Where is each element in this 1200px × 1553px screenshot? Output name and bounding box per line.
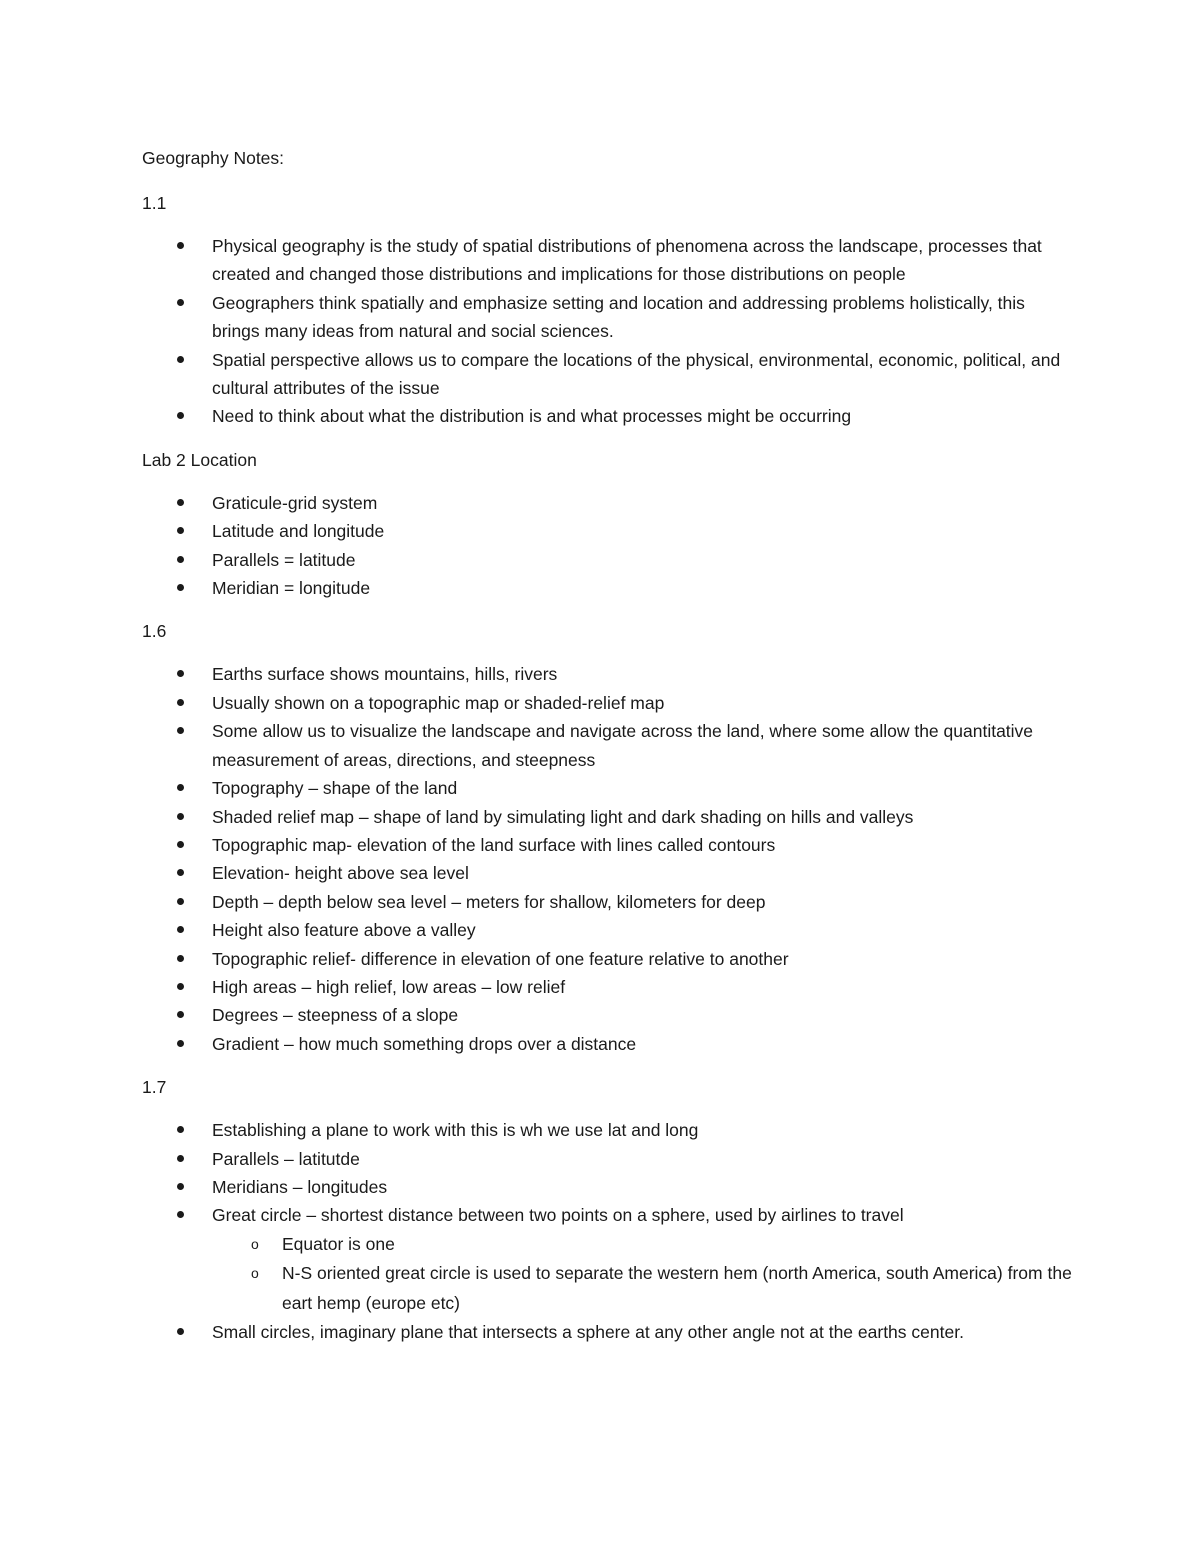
bullet-item: Height also feature above a valley (142, 916, 1072, 944)
sub-bullet-list (212, 1230, 1072, 1319)
bullet-item: Degrees – steepness of a slope (142, 1001, 1072, 1029)
document-body (142, 144, 1072, 1362)
bullet-item: Meridians – longitudes (142, 1173, 1072, 1201)
bullet-item: Parallels – latitutde (142, 1145, 1072, 1173)
bullet-item: Shaded relief map – shape of land by simulating light and dark shading on hills and valleys (142, 803, 1072, 831)
section-heading-1-1: 1.1 (142, 193, 167, 213)
bullet-item: Topographic relief- difference in elevation of one feature relative to another (142, 945, 1072, 973)
bullet-item: Parallels = latitude (142, 546, 1072, 574)
bullet-item: Small circles, imaginary plane that intersects a sphere at any other angle not at the earths center. (142, 1318, 1072, 1346)
bullet-item: Topographic map- elevation of the land surface with lines called contours (142, 831, 1072, 859)
bullet-item: Establishing a plane to work with this is wh we use lat and long (142, 1116, 1072, 1144)
bullet-item: Latitude and longitude (142, 517, 1072, 545)
bullet-item: Spatial perspective allows us to compare the locations of the physical, environmental, economic, political, and cultural attributes of the issue (142, 346, 1072, 403)
sub-bullet-item: o N-S oriented great circle is used to separate the western hem (north America, south America) from the eart hemp (europe etc) (212, 1259, 1072, 1318)
bullet-item: Topography – shape of the land (142, 774, 1072, 802)
section-heading-lab-2: Lab 2 Location (142, 449, 257, 470)
bullet-item: Gradient – how much something drops over a distance (142, 1030, 1072, 1058)
bullet-item: High areas – high relief, low areas – low relief (142, 973, 1072, 1001)
bullet-item: Depth – depth below sea level – meters for shallow, kilometers for deep (142, 888, 1072, 916)
bullet-item: Some allow us to visualize the landscape and navigate across the land, where some allow the quantitative measurement of areas, directions, and steepness (142, 717, 1072, 774)
bullet-item: Graticule-grid system (142, 489, 1072, 517)
sub-bullet-item: o Equator is one (212, 1230, 1072, 1260)
bullet-list-1-7 (142, 1116, 1072, 1347)
bullet-item: Elevation- height above sea level (142, 859, 1072, 887)
document-title: Geography Notes: (142, 148, 285, 168)
bullet-list-1-1 (142, 232, 1072, 431)
bullet-item: Meridian = longitude (142, 574, 1072, 602)
section-heading-1-6: 1.6 (142, 621, 167, 642)
bullet-item: Need to think about what the distribution is and what processes might be occurring (142, 402, 1072, 430)
bullet-item-with-subitems (142, 1201, 1072, 1318)
bullet-item: Physical geography is the study of spatial distributions of phenomena across the landscape, processes that created and changed those distributions and implications for those distributions on people (142, 232, 1072, 289)
bullet-list-1-6 (142, 660, 1072, 1058)
section-heading-1-7: 1.7 (142, 1077, 167, 1098)
bullet-item-text: Great circle – shortest distance between two points on a sphere, used by airlines to travel (212, 1205, 904, 1226)
bullet-item: Geographers think spatially and emphasize setting and location and addressing problems holistically, this brings many ideas from natural and social sciences. (142, 289, 1072, 346)
bullet-list-lab-2 (142, 489, 1072, 603)
bullet-item: Earths surface shows mountains, hills, rivers (142, 660, 1072, 688)
bullet-item: Usually shown on a topographic map or shaded-relief map (142, 689, 1072, 717)
